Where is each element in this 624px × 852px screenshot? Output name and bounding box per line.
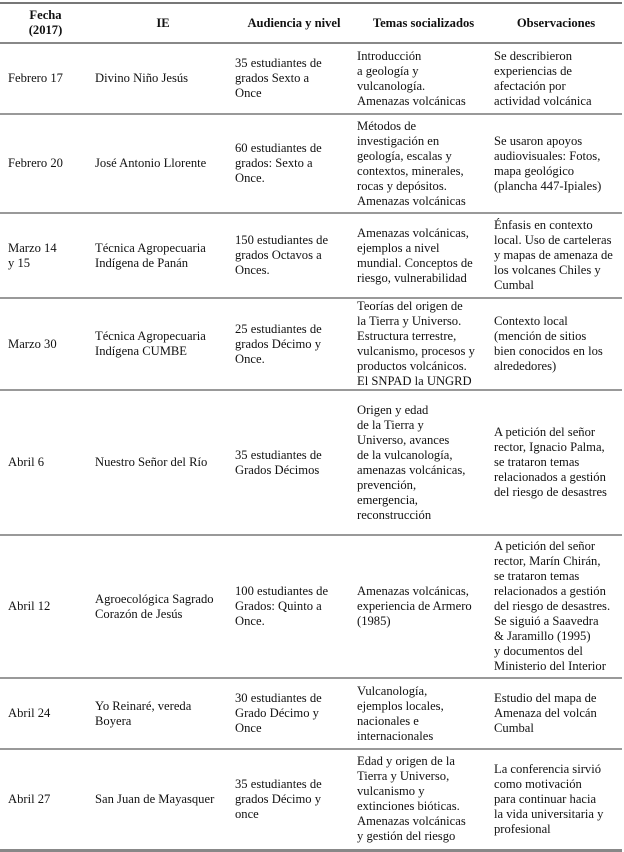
cell-ie: Agroecológica Sagrado Corazón de Jesús [95, 535, 235, 678]
table-row [0, 678, 622, 749]
header-ie: IE [95, 3, 235, 43]
cell-fecha: Abril 12 [0, 535, 95, 678]
table-row [0, 43, 622, 114]
cell-fecha: Marzo 30 [0, 298, 95, 390]
cell-audiencia: 100 estudiantes de Grados: Quinto a Once. [235, 535, 357, 678]
cell-obs: A petición del señor rector, Ignacio Palma, se trataron temas relacionados a gestión del riesgo de desastres [494, 390, 622, 535]
cell-ie: Divino Niño Jesús [95, 43, 235, 114]
cell-audiencia: 60 estudiantes de grados: Sexto a Once. [235, 114, 357, 213]
cell-obs: Estudio del mapa de Amenaza del volcán Cumbal [494, 678, 622, 749]
cell-obs: Se describieron experiencias de afectación por actividad volcánica [494, 43, 622, 114]
cell-fecha: Febrero 20 [0, 114, 95, 213]
cell-fecha: Abril 6 [0, 390, 95, 535]
activities-table [0, 2, 622, 852]
cell-obs: Énfasis en contexto local. Uso de carteleras y mapas de amenaza de los volcanes Chiles y Cumbal [494, 213, 622, 298]
cell-fecha: Abril 24 [0, 678, 95, 749]
cell-audiencia: 150 estudiantes de grados Octavos a Onces. [235, 213, 357, 298]
table-row [0, 390, 622, 535]
cell-temas: Amenazas volcánicas, experiencia de Armero (1985) [357, 535, 494, 678]
cell-temas: Teorías del origen de la Tierra y Universo. Estructura terrestre, vulcanismo, procesos y productos volcánicos. El SNPAD la UNGRD [357, 298, 494, 390]
cell-temas: Introducción a geología y vulcanología. Amenazas volcánicas [357, 43, 494, 114]
cell-audiencia: 35 estudiantes de grados Décimo y once [235, 749, 357, 850]
cell-obs: A petición del señor rector, Marín Chirán, se trataron temas relacionados a gestión del riesgo de desastres. Se siguió a Saavedra & Jaramillo (1995) y documentos del Ministerio del Interior [494, 535, 622, 678]
cell-temas: Métodos de investigación en geología, escalas y contextos, minerales, rocas y depósitos. Amenazas volcánicas [357, 114, 494, 213]
table-row [0, 535, 622, 678]
cell-ie: Técnica Agropecuaria Indígena de Panán [95, 213, 235, 298]
header-audiencia: Audiencia y nivel [235, 3, 357, 43]
table-row [0, 213, 622, 298]
cell-ie: José Antonio Llorente [95, 114, 235, 213]
header-temas: Temas socializados [357, 3, 494, 43]
cell-obs: Contexto local (mención de sitios bien conocidos en los alrededores) [494, 298, 622, 390]
cell-obs: Se usaron apoyos audiovisuales: Fotos, mapa geológico (plancha 447-Ipiales) [494, 114, 622, 213]
header-observaciones: Observaciones [494, 3, 622, 43]
header-row [0, 3, 622, 43]
cell-audiencia: 25 estudiantes de grados Décimo y Once. [235, 298, 357, 390]
header-fecha: Fecha (2017) [0, 3, 95, 43]
cell-ie: Nuestro Señor del Río [95, 390, 235, 535]
cell-obs: La conferencia sirvió como motivación para continuar hacia la vida universitaria y profesional [494, 749, 622, 850]
cell-audiencia: 35 estudiantes de Grados Décimos [235, 390, 357, 535]
cell-temas: Edad y origen de la Tierra y Universo, vulcanismo y extinciones bióticas. Amenazas volcánicas y gestión del riesgo [357, 749, 494, 850]
cell-fecha: Abril 27 [0, 749, 95, 850]
cell-temas: Amenazas volcánicas, ejemplos a nivel mundial. Conceptos de riesgo, vulnerabilidad [357, 213, 494, 298]
cell-ie: San Juan de Mayasquer [95, 749, 235, 850]
cell-temas: Origen y edad de la Tierra y Universo, avances de la vulcanología, amenazas volcánicas, prevención, emergencia, reconstrucción [357, 390, 494, 535]
cell-temas: Vulcanología, ejemplos locales, nacionales e internacionales [357, 678, 494, 749]
cell-audiencia: 30 estudiantes de Grado Décimo y Once [235, 678, 357, 749]
cell-fecha: Marzo 14 y 15 [0, 213, 95, 298]
table-row [0, 298, 622, 390]
table-row [0, 749, 622, 850]
table-row [0, 114, 622, 213]
cell-audiencia: 35 estudiantes de grados Sexto a Once [235, 43, 357, 114]
cell-ie: Técnica Agropecuaria Indígena CUMBE [95, 298, 235, 390]
cell-fecha: Febrero 17 [0, 43, 95, 114]
cell-ie: Yo Reinaré, vereda Boyera [95, 678, 235, 749]
